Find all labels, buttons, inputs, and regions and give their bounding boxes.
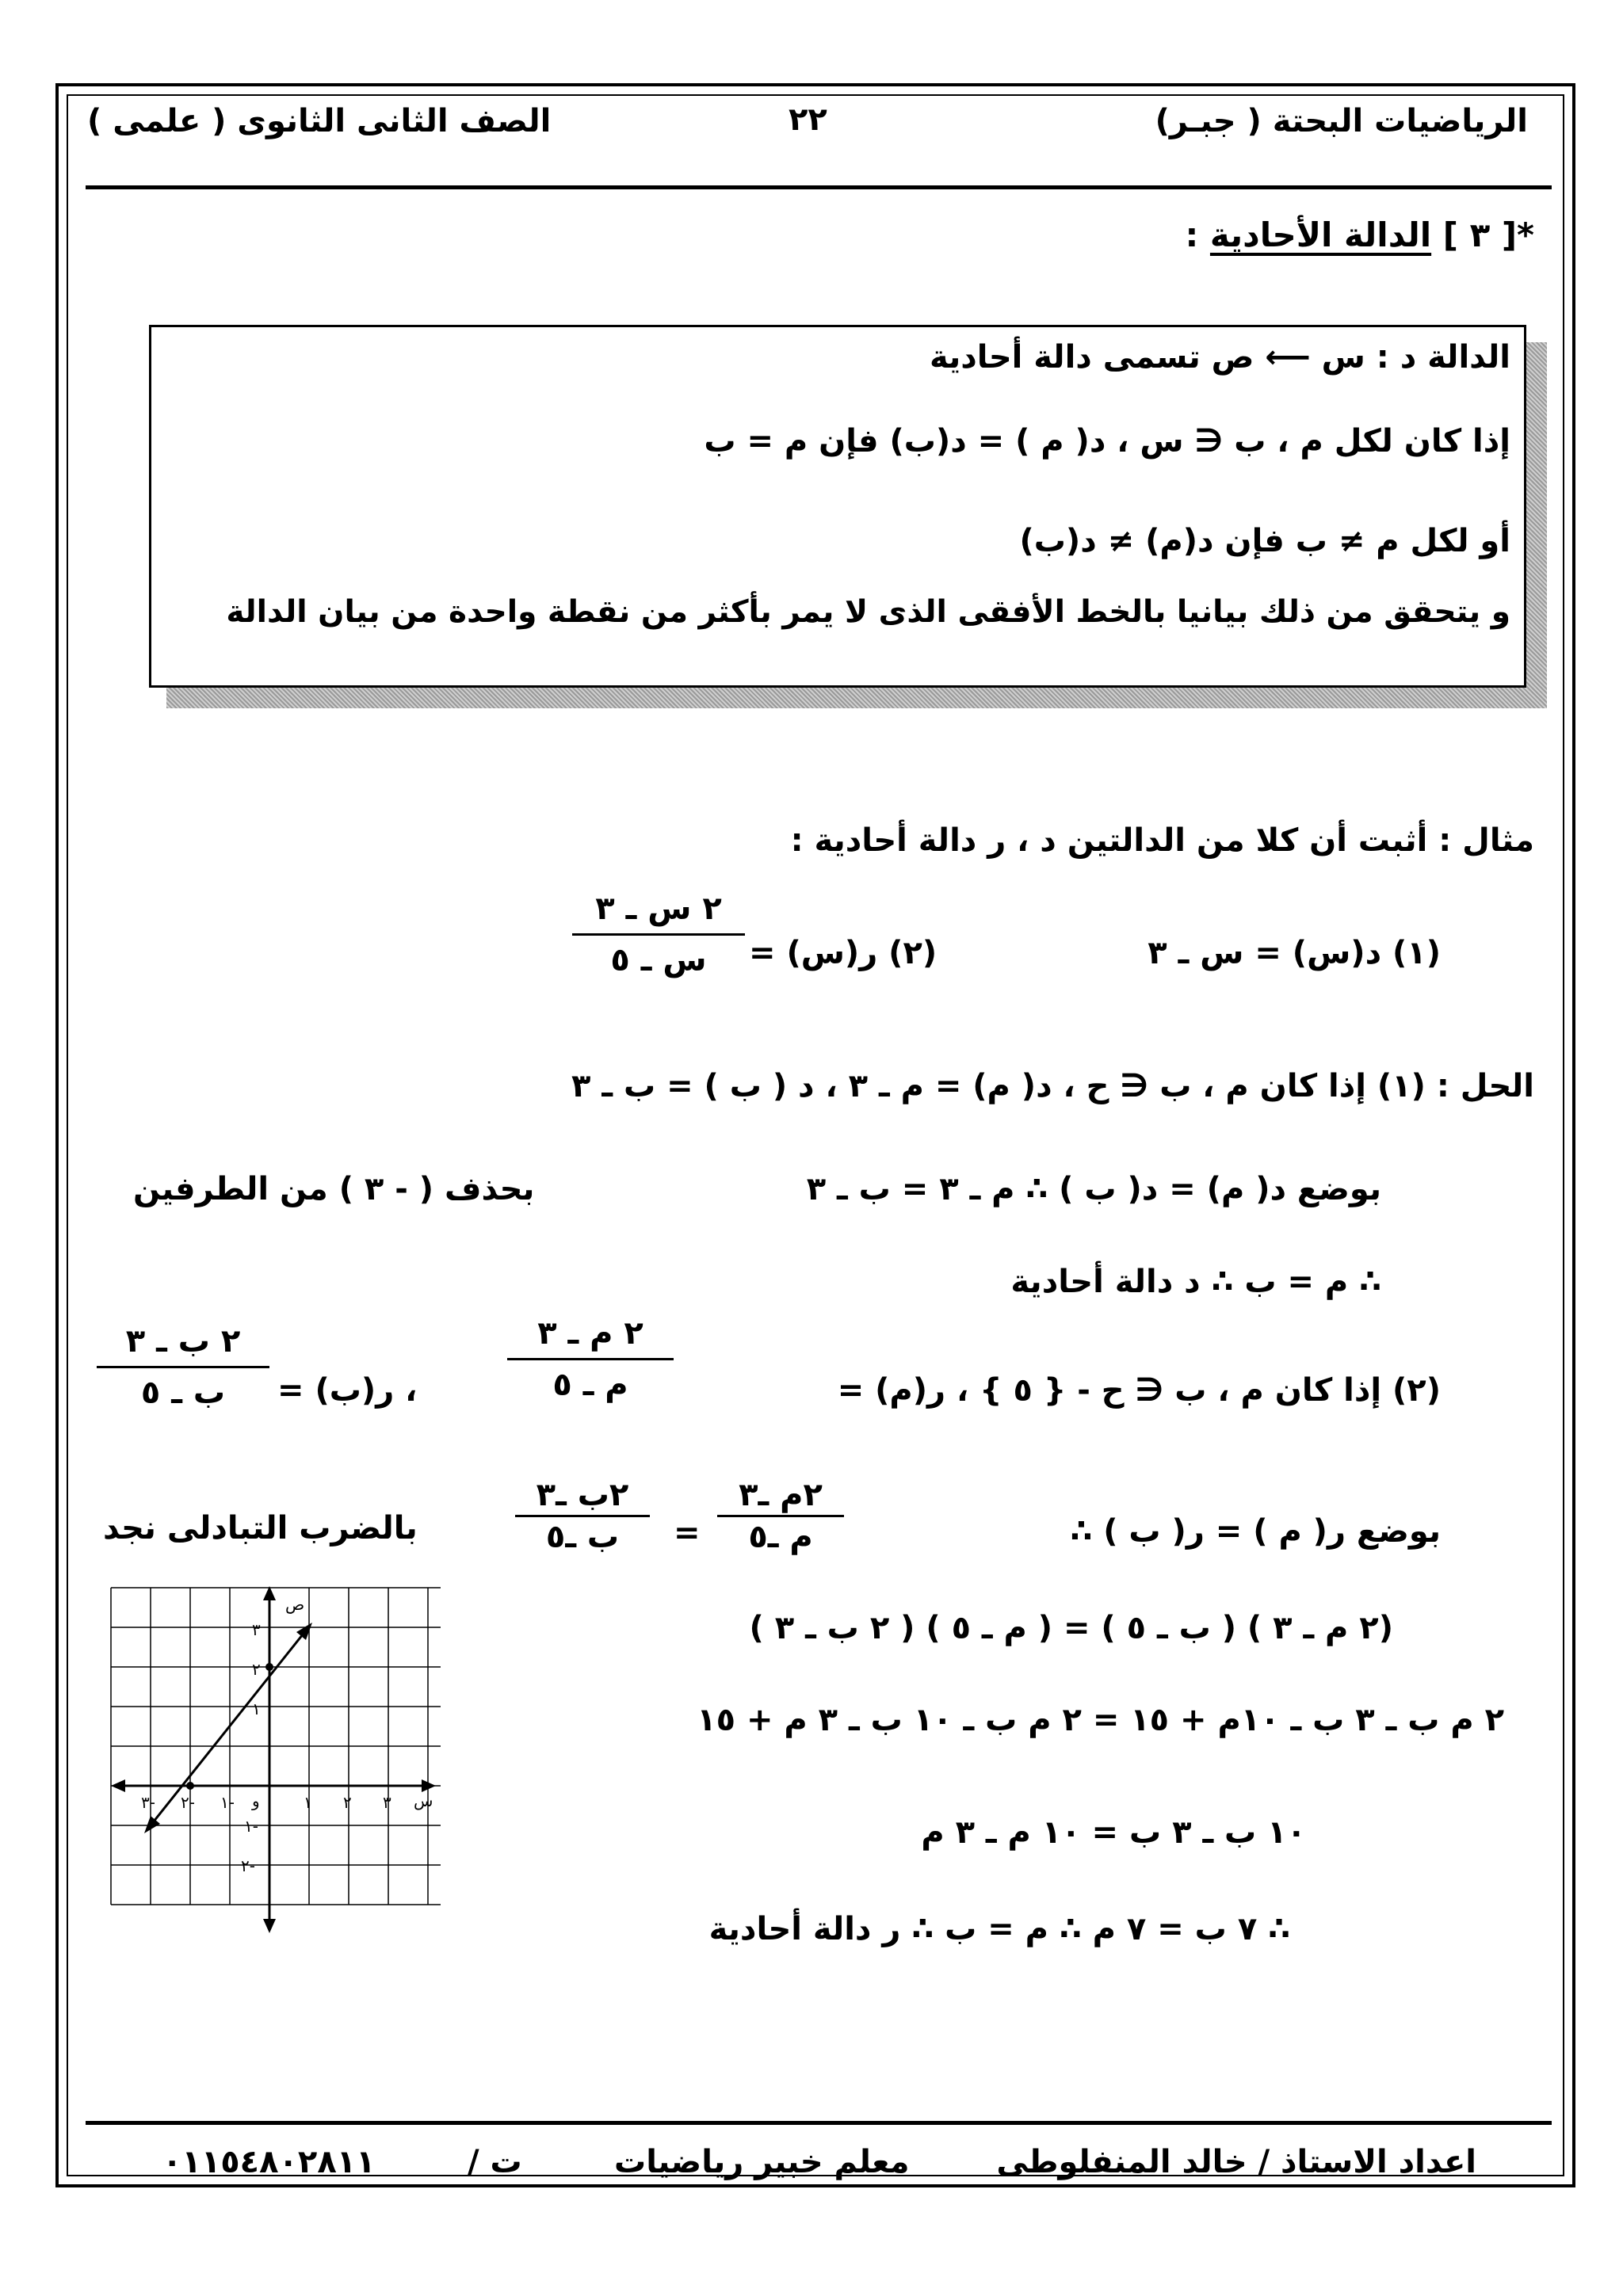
x-axis-arrow-right bbox=[422, 1779, 436, 1792]
solution-line-1: الحل : (١) إذا كان م ، ب ∈ ح ، د( م) = م ـ ٣ ، د ( ب ) = ب ـ ٣ bbox=[571, 1068, 1534, 1104]
x-tick-label: ١ bbox=[304, 1793, 312, 1812]
example-statement: مثال : أثبت أن كلا من الدالتين د ، ر دالة أحادية : bbox=[790, 822, 1534, 859]
header-rule bbox=[86, 185, 1552, 189]
y-axis-arrow-down bbox=[263, 1919, 276, 1933]
example-function-1: (١) د(س) = س ـ ٣ bbox=[1148, 935, 1441, 971]
y-tick-label: ١ bbox=[252, 1699, 261, 1718]
footer-rule bbox=[86, 2121, 1552, 2125]
fraction-denominator: م ـ ٥ bbox=[552, 1367, 628, 1403]
header-subject: الرياضيات البحتة ( جبـر) bbox=[1155, 103, 1528, 139]
fraction-numerator: ٢ ب ـ ٣ bbox=[125, 1323, 241, 1360]
solution-line-8: ١٠ ب ـ ٣ ب = ١٠ م ـ ٣ م bbox=[921, 1814, 1306, 1851]
fraction-bar bbox=[97, 1366, 269, 1368]
function-graph bbox=[109, 1586, 442, 1935]
example-function-2-fraction bbox=[572, 891, 745, 978]
fraction-denominator: ب ـ ٥ bbox=[140, 1375, 226, 1411]
y-tick-label: ٢ bbox=[252, 1660, 261, 1679]
y-tick-label: ١- bbox=[244, 1817, 258, 1836]
header-grade: الصف الثانى الثانوى ( علمى ) bbox=[87, 103, 552, 139]
solution-line-6: (٢ م ـ ٣ ) ( ب ـ ٥ ) = ( م ـ ٥ ) ( ٢ ب ـ ٣ ) bbox=[749, 1610, 1393, 1646]
x-intercept-point bbox=[186, 1782, 194, 1790]
footer-author: اعداد الاستاذ / خالد المنفلوطى bbox=[996, 2144, 1476, 2180]
x-tick-label: ٢- bbox=[181, 1793, 195, 1812]
x-tick-label: ٢ bbox=[343, 1793, 352, 1812]
solution-line-7: ٢ م ب ـ ٣ ب ـ ١٠م + ١٥ = ٢ م ب ـ ١٠ ب ـ ٣ م + ١٥ bbox=[697, 1702, 1504, 1738]
fraction-numerator: ٢م ـ٣ bbox=[739, 1477, 823, 1513]
example-function-2-lhs: (٢) ر(س) = bbox=[749, 935, 938, 971]
fraction-bar bbox=[507, 1358, 674, 1360]
x-tick-label: ٣- bbox=[141, 1793, 155, 1812]
definition-line-1: الدالة د : س ⟵ ص تسمى دالة أحادية bbox=[930, 339, 1510, 376]
solution-line-2b: بحذف ( - ٣ ) من الطرفين bbox=[133, 1171, 535, 1207]
solution-line-3: ∴ م = ب ∴ د دالة أحادية bbox=[1010, 1264, 1381, 1300]
definition-line-3: أو لكل م ≠ ب فإن د(م) ≠ د(ب) bbox=[1019, 523, 1510, 559]
x-tick-label: ١- bbox=[220, 1793, 235, 1812]
fraction-denominator: س ـ ٥ bbox=[610, 942, 707, 978]
origin-label: و bbox=[252, 1791, 260, 1810]
fraction-c bbox=[717, 1477, 844, 1555]
function-line-arrow-down bbox=[144, 1816, 160, 1833]
fraction-denominator: م ـ٥ bbox=[748, 1519, 813, 1555]
x-axis-arrow-left bbox=[111, 1779, 125, 1792]
function-line-arrow-up bbox=[296, 1623, 312, 1640]
definition-line-4: و يتحقق من ذلك بيانيا بالخط الأفقى الذى لا يمر بأكثر من نقطة واحدة من بيان الدالة bbox=[226, 594, 1510, 630]
fraction-numerator: ٢ب ـ٣ bbox=[536, 1477, 629, 1513]
fraction-numerator: ٢ م ـ ٣ bbox=[537, 1315, 643, 1352]
fraction-d bbox=[515, 1477, 650, 1555]
x-tick-label: ٣ bbox=[383, 1793, 391, 1812]
fraction-equals: = bbox=[674, 1515, 701, 1551]
solution-line-4a: (٢) إذا كان م ، ب ∈ ح - { ٥ } ، ر(م) = bbox=[837, 1372, 1441, 1409]
y-tick-label: ٢- bbox=[241, 1856, 255, 1875]
fraction-bar bbox=[572, 933, 745, 936]
solution-line-4b: ، ر(ب) = bbox=[277, 1372, 418, 1409]
graph-grid bbox=[111, 1588, 441, 1905]
solution-line-2a: بوضع د( م) = د( ب ) ∴ م ـ ٣ = ب ـ ٣ bbox=[806, 1171, 1381, 1207]
definition-line-2: إذا كان لكل م ، ب ∈ س ، د( م ) = د(ب) فإن م = ب bbox=[704, 423, 1510, 460]
solution-line-5b: بالضرب التبادلى نجد bbox=[103, 1510, 418, 1547]
solution-line-5a: بوضع ر( م ) = ر( ب ) ∴ bbox=[1070, 1513, 1441, 1550]
footer-phone-label: ت / bbox=[468, 2144, 522, 2180]
y-axis-label: ص bbox=[285, 1595, 305, 1614]
section-number: *[ ٣ ] bbox=[1442, 215, 1534, 254]
y-intercept-point bbox=[265, 1663, 273, 1671]
fraction-numerator: ٢ س ـ ٣ bbox=[595, 891, 722, 927]
solution-line-9: ∴ ٧ ب = ٧ م ∴ م = ب ∴ ر دالة أحادية bbox=[708, 1911, 1290, 1947]
y-tick-label: ٣ bbox=[252, 1620, 261, 1639]
fraction-r-of-b bbox=[97, 1323, 269, 1411]
section-colon: : bbox=[1185, 215, 1199, 254]
fraction-denominator: ب ـ٥ bbox=[545, 1519, 620, 1555]
section-title bbox=[1186, 215, 1535, 254]
footer-role: معلم خبير رياضيات bbox=[614, 2144, 910, 2180]
x-axis-label: س bbox=[414, 1791, 433, 1810]
fraction-r-of-m bbox=[507, 1315, 674, 1403]
fraction-bar bbox=[717, 1515, 844, 1517]
header-page-number: ٢٢ bbox=[789, 101, 827, 138]
footer-phone: ٠١١٥٤٨٠٢٨١١ bbox=[162, 2144, 376, 2180]
definition-box bbox=[149, 325, 1526, 688]
section-heading: الدالة الأحادية bbox=[1209, 215, 1432, 254]
fraction-bar bbox=[515, 1515, 650, 1517]
